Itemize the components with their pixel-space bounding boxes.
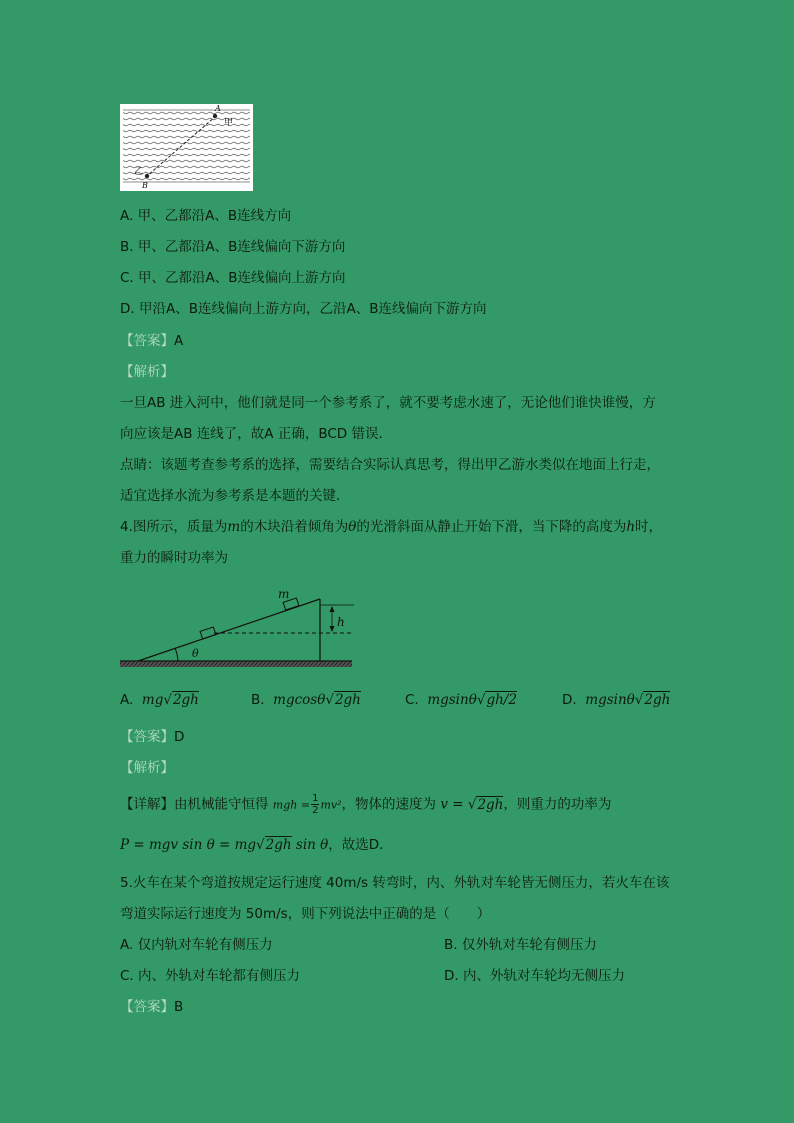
- eq1-lhs: mgh =: [272, 798, 311, 812]
- answer-tag: 【答案】: [120, 729, 174, 745]
- option-letter: A.: [120, 692, 134, 708]
- incline-diagram: [118, 586, 358, 670]
- answer-tag: 【答案】: [120, 333, 174, 349]
- option-letter: D.: [120, 301, 135, 317]
- option-text: 内、外轨对车轮都有侧压力: [138, 968, 301, 984]
- stem-text: 时，: [635, 519, 663, 535]
- option-letter: A.: [120, 208, 134, 224]
- q5-option-b: [444, 935, 597, 955]
- option-letter: B.: [444, 937, 458, 953]
- label-jia: 甲: [224, 118, 234, 128]
- option-text: 甲、乙都沿A、B连线偏向上游方向: [138, 270, 346, 286]
- label-theta: θ: [192, 647, 199, 660]
- q3-analysis-tag: 【解析】: [120, 364, 174, 380]
- eq1-num: 1: [312, 793, 319, 804]
- option-formula: mgsinθ: [427, 692, 477, 708]
- label-b: B: [142, 181, 148, 190]
- detail-tag: 【详解】: [120, 796, 174, 813]
- q5-answer: [120, 997, 183, 1017]
- option-text: 内、外轨对车轮均无侧压力: [462, 968, 625, 984]
- q5-stem-line2: 弯道实际运行速度为 50m/s，则下列说法中正确的是（ ）: [120, 906, 491, 922]
- q3-option-a: [120, 206, 291, 226]
- option-radicand: gh/2: [486, 692, 517, 708]
- q4-option-b: B. mgcosθ√2gh: [251, 692, 361, 708]
- q5-option-d: [444, 966, 625, 986]
- answer-value: A: [174, 333, 184, 349]
- label-h: h: [337, 615, 345, 629]
- eq3-part2: sin θ: [295, 837, 329, 853]
- q5-stem-line1: 5.火车在某个弯道按规定运行速度 40m/s 转弯时，内、外轨对车轮皆无侧压力，若火车在该: [120, 875, 670, 891]
- option-radicand: 2gh: [334, 692, 361, 708]
- q3-answer: [120, 331, 183, 351]
- label-a: A: [215, 104, 221, 113]
- q4-analysis-tag: 【解析】: [120, 760, 174, 776]
- ground: [120, 661, 352, 667]
- q4-stem-line1: [120, 517, 662, 537]
- q4-detail-line1: 【详解】由机械能守恒得 mgh = $\frac{1}{2}$ mv²，物体的速度为 v = √2gh，则重力的功率为: [120, 793, 612, 816]
- q4-option-c: C. mgsinθ√gh/2: [405, 692, 517, 708]
- detail-text: ，故选D．: [328, 837, 393, 853]
- detail-text: ，则重力的功率为: [503, 796, 612, 813]
- option-text: 甲、乙都沿A、B连线偏向下游方向: [137, 239, 346, 255]
- option-radicand: 2gh: [172, 692, 199, 708]
- eq3-radicand: 2gh: [265, 837, 292, 853]
- eq3-part1: P = mgv sin θ = mg: [120, 837, 257, 853]
- eq1-rhs: mv²: [320, 798, 342, 812]
- option-letter: C.: [405, 692, 419, 708]
- river-figure: [120, 104, 253, 191]
- option-text: 甲沿A、B连线偏向上游方向，乙沿A、B连线偏向下游方向: [138, 301, 487, 317]
- option-letter: D.: [444, 968, 459, 984]
- q3-comment-line2: 适宜选择水流为参考系是本题的关键．: [120, 488, 350, 504]
- incline-slope: [138, 599, 320, 661]
- answer-value: D: [174, 729, 185, 745]
- q5-option-c: [120, 966, 300, 986]
- river-diagram: [120, 104, 253, 191]
- answer-tag: 【答案】: [120, 999, 174, 1015]
- stem-var-h: h: [626, 519, 636, 535]
- option-text: 仅内轨对车轮有侧压力: [137, 937, 273, 953]
- label-yi: 乙: [134, 167, 144, 177]
- eq2-lhs: v =: [440, 796, 464, 813]
- q3-analysis-line2: 向应该是AB 连线了，故A 正确，BCD 错误．: [120, 426, 392, 442]
- q4-option-d: D. mgsinθ√2gh: [562, 692, 671, 708]
- q3-comment-line1: 点睛：该题考查参考系的选择，需要结合实际认真思考，得出甲乙游水类似在地面上行走，: [120, 457, 660, 473]
- stem-text: 的光滑斜面从静止开始下滑，当下降的高度为: [356, 519, 627, 535]
- option-letter: A.: [120, 937, 134, 953]
- option-letter: C.: [120, 968, 134, 984]
- incline-figure: [118, 586, 358, 670]
- option-formula: mgcosθ: [273, 692, 326, 708]
- option-text: 甲、乙都沿A、B连线方向: [137, 208, 292, 224]
- option-formula: mg: [141, 692, 164, 708]
- answer-value: B: [174, 999, 184, 1015]
- label-m: m: [278, 587, 290, 601]
- q4-stem-line2: 重力的瞬时功率为: [120, 550, 228, 566]
- eq1-den: 2: [312, 805, 319, 816]
- q3-option-c: [120, 268, 346, 288]
- stem-text: 4.图所示，质量为: [120, 519, 228, 535]
- option-text: 仅外轨对车轮有侧压力: [461, 937, 597, 953]
- option-letter: B.: [251, 692, 265, 708]
- q4-option-a: A. mg√2gh: [120, 692, 199, 708]
- eq2-radicand: 2gh: [477, 796, 504, 813]
- detail-text: ，物体的速度为: [341, 796, 437, 813]
- option-formula: mgsinθ: [585, 692, 635, 708]
- option-radicand: 2gh: [644, 692, 671, 708]
- q3-option-d: [120, 299, 486, 319]
- option-letter: D.: [562, 692, 577, 708]
- eq1-fraction: [311, 793, 319, 816]
- stem-var-m: m: [227, 519, 241, 535]
- stem-var-theta: θ: [348, 519, 357, 535]
- q4-answer: [120, 727, 184, 747]
- stem-text: 的木块沿着倾角为: [240, 519, 349, 535]
- q4-detail-line2: P = mgv sin θ = mg√2gh sin θ，故选D．: [120, 837, 393, 853]
- block-mid: [200, 627, 216, 639]
- q3-analysis-line1: 一旦AB 进入河中，他们就是同一个参考系了，就不要考虑水速了，无论他们谁快谁慢，方: [120, 395, 656, 411]
- option-letter: C.: [120, 270, 134, 286]
- option-letter: B.: [120, 239, 134, 255]
- q5-option-a: [120, 935, 273, 955]
- detail-text: 由机械能守恒得: [174, 796, 269, 813]
- q3-option-b: [120, 237, 345, 257]
